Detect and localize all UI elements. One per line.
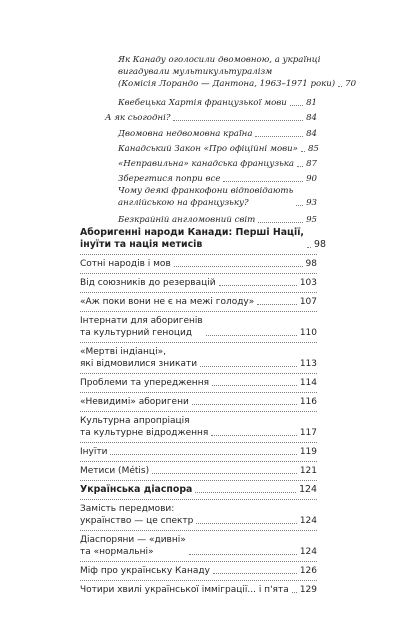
separator-line (80, 461, 317, 462)
dot-leader (292, 591, 297, 593)
entry-title-line: «Аж поки вони не є на межі голоду» (80, 297, 255, 307)
entry-title-line: Двомовна недвомовна країна (118, 129, 253, 139)
dot-leader (195, 491, 296, 493)
page-number: 121 (299, 466, 317, 476)
page-number: 124 (299, 547, 317, 557)
separator-line (80, 273, 317, 274)
chapter-title-line: інуїти та нація метисів (80, 239, 203, 250)
entry-title-line: «Мертві індіанці», (80, 347, 166, 357)
dot-leader (301, 150, 305, 152)
dot-leader (200, 365, 297, 367)
entry-title-line: Як Канаду оголосили двомовною, а українці (118, 55, 321, 65)
page-number: 114 (299, 378, 317, 388)
dot-leader (196, 522, 296, 524)
toc-chapter-ukrainian-diaspora[interactable] (80, 484, 317, 496)
dot-leader (211, 434, 297, 436)
entry-title-line: Безкрайній англомовний світ (118, 215, 256, 225)
entry-title-line: Культурна апропріація (80, 416, 190, 426)
page-number: 110 (299, 328, 317, 338)
separator-line (80, 580, 317, 581)
separator-line (80, 480, 317, 481)
page-number: 119 (299, 447, 317, 457)
separator-line (80, 392, 317, 393)
entry-title-line: «Невидимі» аборигени (80, 397, 189, 407)
page-number: 84 (306, 113, 317, 123)
entry-title-line: Замість передмови: (80, 504, 175, 514)
dot-leader (223, 180, 303, 182)
dot-leader (258, 221, 303, 223)
toc-entry-four-waves[interactable] (80, 584, 317, 596)
toc-entry-bilingual-country[interactable] (118, 128, 317, 140)
entry-title-line: Чотири хвилі української імміграції... і п'ята (80, 585, 289, 595)
page-number: 93 (306, 198, 317, 208)
dot-leader (296, 204, 303, 206)
page-number: 98 (313, 239, 326, 250)
dot-leader (189, 553, 297, 555)
entry-title-line: та культурне відродження (80, 428, 209, 438)
dot-leader (212, 384, 297, 386)
entry-title-line: та культурний геноцид (80, 328, 193, 338)
toc-entry-official-languages-act[interactable] (118, 143, 317, 155)
toc-entry-residential-schools[interactable] (80, 315, 317, 339)
dot-leader (290, 104, 303, 106)
toc-entry-diaspora-strange-normal[interactable] (80, 534, 317, 558)
toc-entry-dead-indians[interactable] (80, 346, 317, 370)
entry-title-line: Інуїти (80, 447, 108, 457)
page-number: 124 (299, 484, 317, 495)
toc-entry-instead-of-preface[interactable] (80, 503, 317, 527)
toc-entry-invisible-aboriginals[interactable] (80, 396, 317, 408)
separator-line (80, 411, 317, 412)
entry-title-line: які відмовилися зникати (80, 359, 198, 369)
entry-title-line: Канадський Закон «Про офіційні мови» (118, 144, 298, 154)
page-number: 126 (299, 566, 317, 576)
entry-title-line: Зберегтися попри все (118, 174, 221, 184)
entry-title-line: Від союзників до резервацій (80, 278, 216, 288)
separator-line (80, 254, 317, 255)
toc-entry-francophones-answer[interactable] (118, 185, 317, 209)
dot-leader (307, 246, 311, 248)
toc-entry-quebec-charter[interactable] (118, 97, 317, 109)
toc-entry-anglophone-world[interactable] (118, 214, 317, 226)
entry-title-line: Квебецька Хартія французької мови (118, 98, 287, 108)
entry-title-line: вигадували мультикультуралізм (118, 67, 273, 77)
page-number: 70 (345, 79, 357, 89)
toc-entry-metis[interactable] (80, 465, 317, 477)
page-number: 117 (299, 428, 317, 438)
dot-leader (219, 284, 297, 286)
dot-leader (338, 85, 342, 87)
page-number: 107 (299, 297, 317, 307)
separator-line (80, 311, 317, 312)
separator-line (80, 373, 317, 374)
separator-line (80, 292, 317, 293)
dot-leader (152, 472, 297, 474)
entry-title-line: (Комісія Лорандо — Дантона, 1963–1971 роки) (118, 79, 336, 89)
toc-entry-survive[interactable] (118, 173, 317, 185)
dot-leader (213, 572, 297, 574)
page-number: 85 (307, 144, 319, 154)
separator-line (80, 342, 317, 343)
entry-title-line: Діаспоряни — «дивні» (80, 535, 186, 545)
dot-leader (206, 334, 297, 336)
toc-entry-verge-of-starvation[interactable] (80, 296, 317, 308)
entry-title-line: Чому деякі франкофони відповідають (118, 186, 294, 196)
dot-leader (297, 165, 303, 167)
entry-title-line: Метиси (Métis) (80, 466, 150, 476)
separator-line (80, 561, 317, 562)
dot-leader (192, 403, 297, 405)
entry-title-line: та «нормальні» (80, 547, 154, 557)
page-number: 116 (299, 397, 317, 407)
page-number: 84 (306, 129, 317, 139)
chapter-title-line: Аборигенні народи Канади: Перші Нації, (80, 227, 304, 238)
toc-entry-problems-prejudices[interactable] (80, 377, 317, 389)
page-number: 124 (299, 516, 317, 526)
toc-entry-bilingual-commission[interactable] (118, 54, 357, 90)
page-number: 90 (306, 174, 317, 184)
toc-entry-hundreds-peoples[interactable] (80, 258, 317, 270)
entry-title-line: англійською на французьку? (118, 198, 249, 208)
separator-line (80, 530, 317, 531)
page-number: 129 (299, 585, 317, 595)
page-number: 98 (305, 259, 317, 269)
entry-title-line: Проблеми та упередження (80, 378, 209, 388)
separator-line (80, 442, 317, 443)
page-number: 95 (306, 215, 317, 225)
page-number: 103 (299, 278, 317, 288)
entry-title-line: А як сьогодні? (105, 113, 171, 123)
page-number: 87 (306, 159, 317, 169)
entry-title-line: Міф про українську Канаду (80, 566, 210, 576)
chapter-title-line: Українська діаспора (80, 484, 193, 495)
entry-title-line: українство — це спектр (80, 516, 194, 526)
toc-chapter-aboriginal-peoples[interactable] (80, 227, 326, 251)
dot-leader (110, 453, 296, 455)
toc-entry-today[interactable] (105, 112, 317, 124)
entry-title-line: «Неправильна» канадська французька (118, 159, 295, 169)
toc-entry-cultural-appropriation[interactable] (80, 415, 317, 439)
toc-entry-wrong-french[interactable] (118, 158, 317, 170)
dot-leader (257, 303, 297, 305)
toc-entry-inuit[interactable] (80, 446, 317, 458)
page-number: 81 (306, 98, 317, 108)
dot-leader (174, 265, 303, 267)
toc-entry-myth-ukrainian-canada[interactable] (80, 565, 317, 577)
entry-title-line: Сотні народів і мов (80, 259, 171, 269)
separator-line (80, 499, 317, 500)
page-number: 113 (299, 359, 317, 369)
toc-entry-allies-reservations[interactable] (80, 277, 317, 289)
entry-title-line: Інтернати для аборигенів (80, 316, 203, 326)
dot-leader (255, 135, 303, 137)
dot-leader (173, 119, 303, 121)
